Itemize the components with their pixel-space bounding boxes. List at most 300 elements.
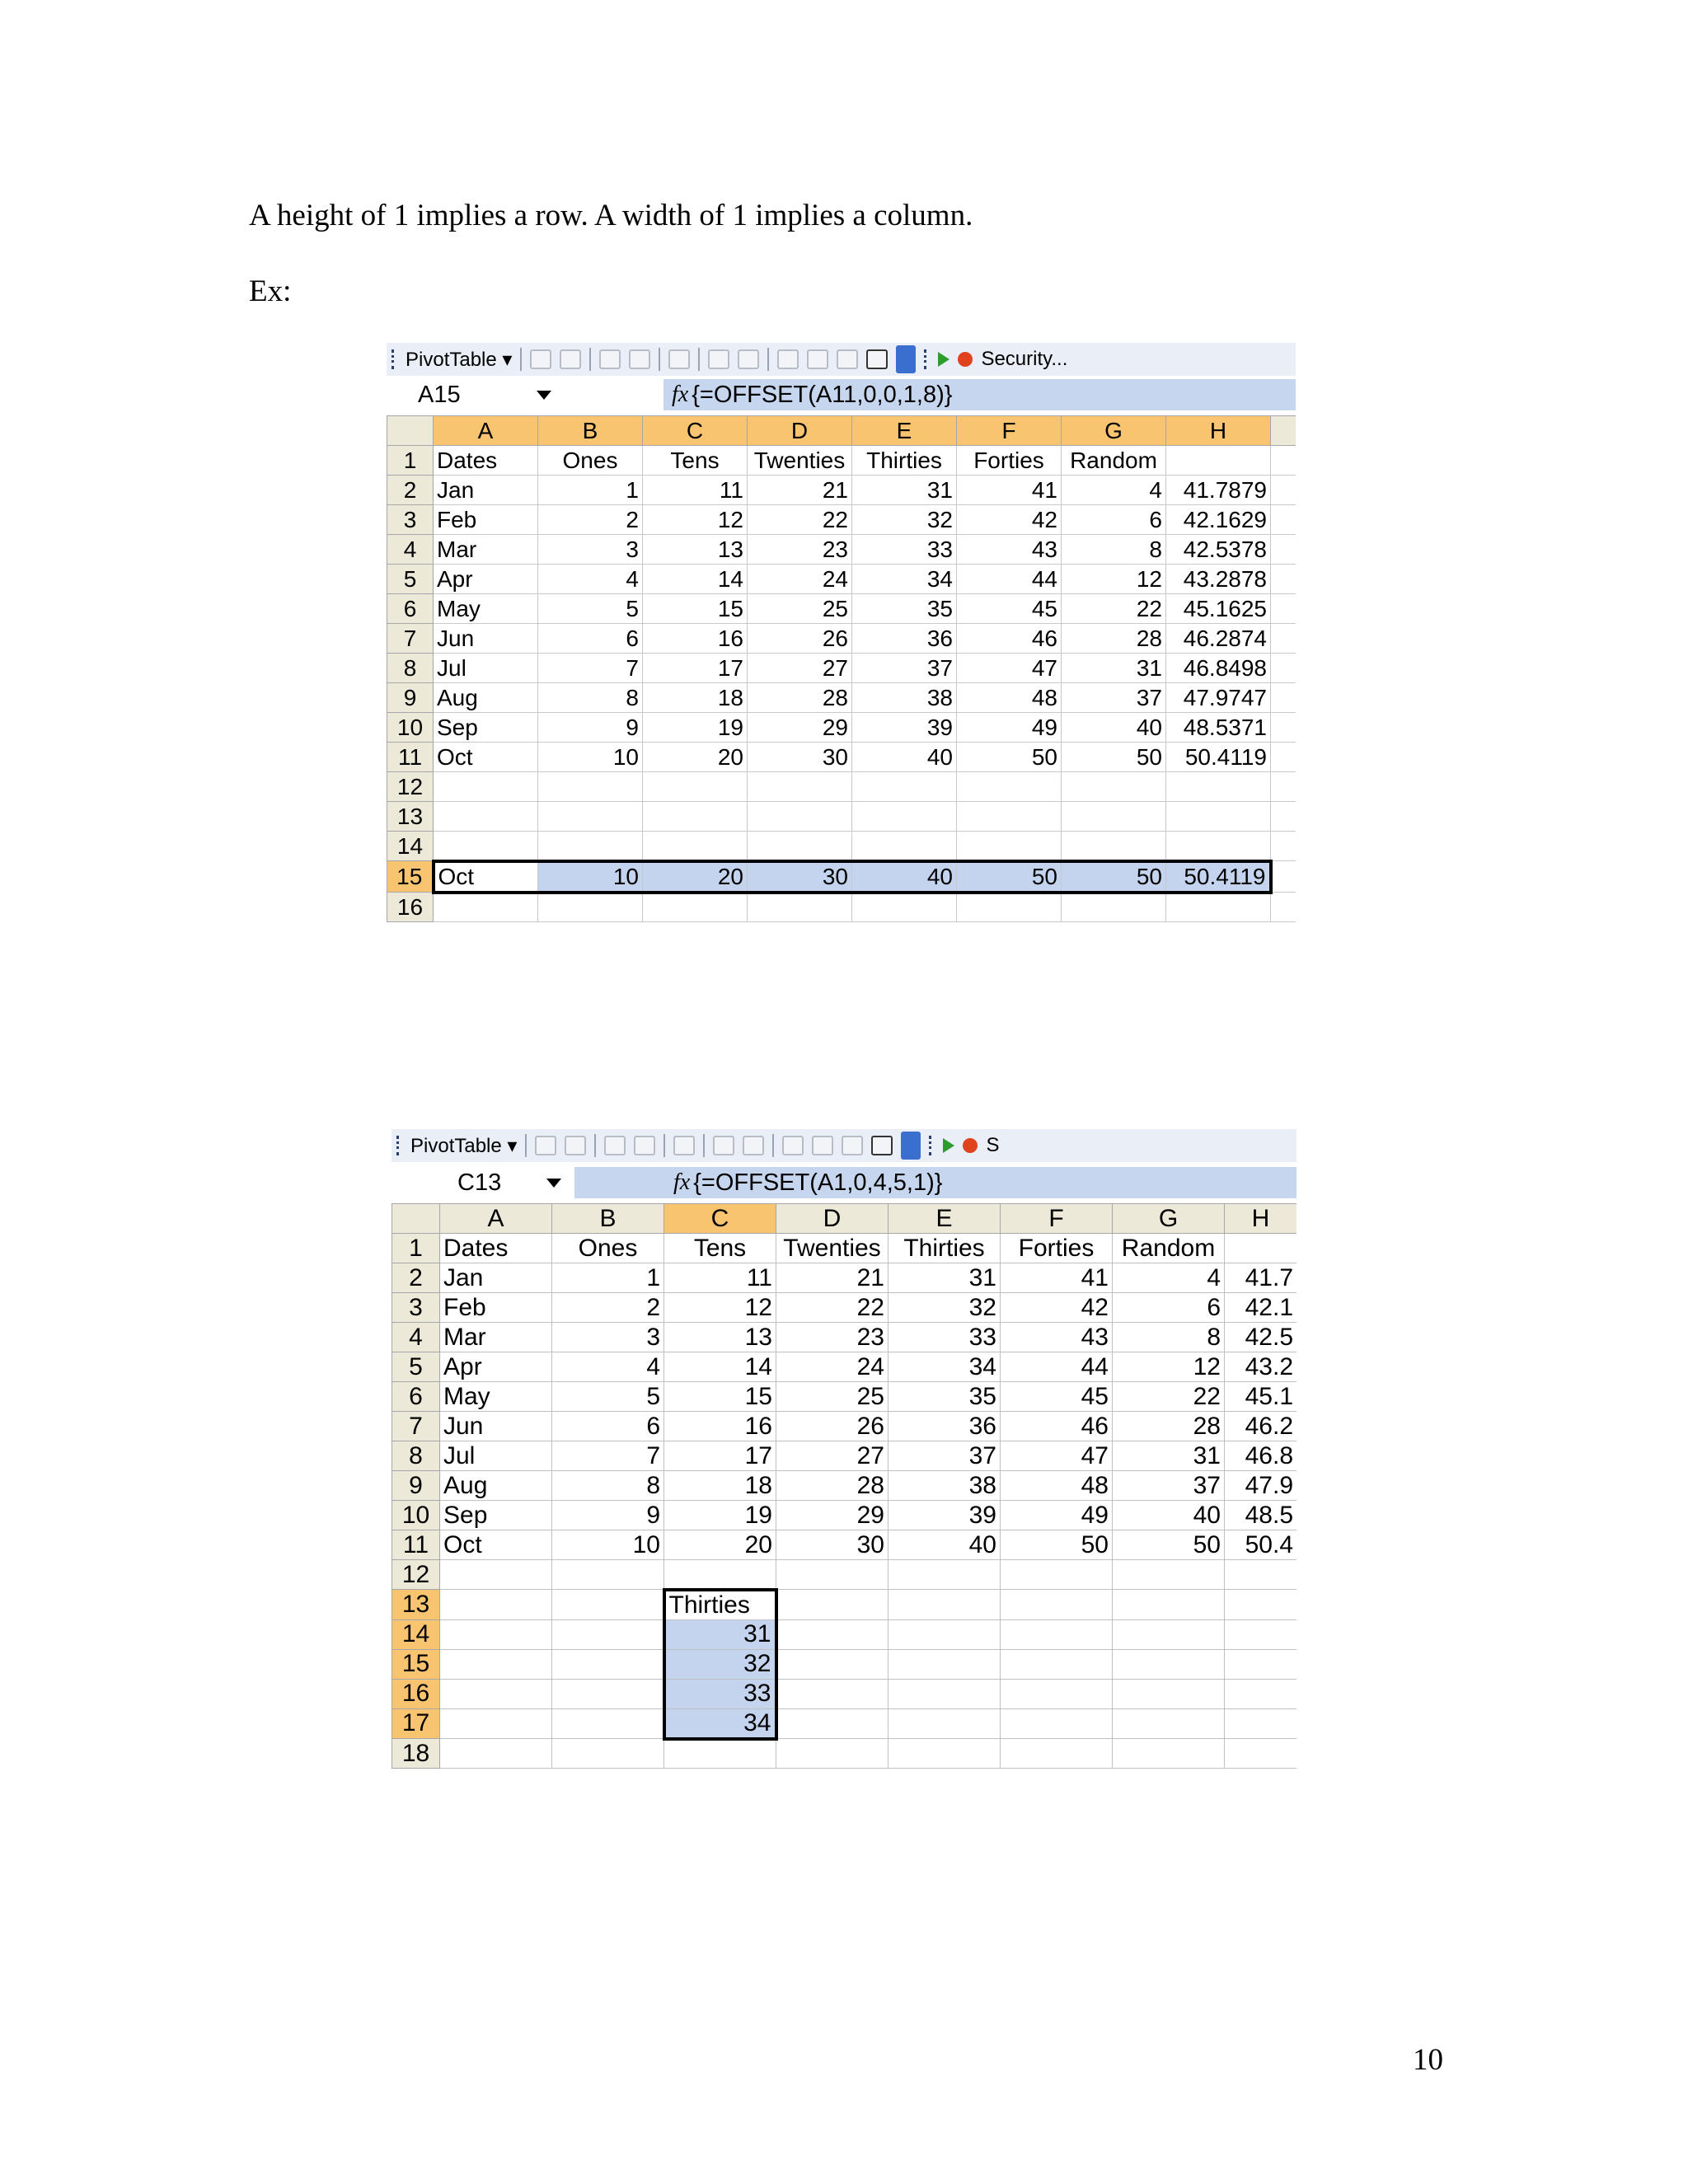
- column-header-d[interactable]: D: [748, 416, 852, 446]
- toolbar-options-icon[interactable]: [901, 1132, 921, 1160]
- cell-h5[interactable]: 43.2878: [1166, 565, 1271, 594]
- cell-h13[interactable]: [1166, 802, 1271, 832]
- cell-a17[interactable]: [440, 1708, 552, 1739]
- cell-c12[interactable]: [643, 772, 748, 802]
- cell-h6[interactable]: 45.1625: [1166, 594, 1271, 624]
- cell-f10[interactable]: 49: [957, 713, 1062, 743]
- cell-e15[interactable]: 40: [852, 861, 957, 893]
- cell-e13[interactable]: [889, 1590, 1001, 1620]
- format-report-icon[interactable]: [535, 1136, 556, 1155]
- cell-d7[interactable]: 26: [776, 1412, 889, 1441]
- cell-d17[interactable]: [776, 1708, 889, 1739]
- cell-b4[interactable]: 3: [552, 1323, 664, 1352]
- cell-e10[interactable]: 39: [852, 713, 957, 743]
- cell-d4[interactable]: 23: [748, 535, 852, 565]
- toolbar-grip-icon[interactable]: [392, 349, 397, 369]
- cell-f9[interactable]: 48: [957, 683, 1062, 713]
- cell-d1[interactable]: Twenties: [776, 1234, 889, 1263]
- cell-d6[interactable]: 25: [748, 594, 852, 624]
- cell-h9[interactable]: 47.9747: [1166, 683, 1271, 713]
- cell-c17[interactable]: 34: [664, 1708, 776, 1739]
- row-header[interactable]: 6: [392, 1382, 440, 1412]
- cell-a1[interactable]: Dates: [440, 1234, 552, 1263]
- cell-e8[interactable]: 37: [889, 1441, 1001, 1471]
- hide-detail-icon[interactable]: [604, 1136, 626, 1155]
- cell-b3[interactable]: 2: [552, 1293, 664, 1323]
- cell-g3[interactable]: 6: [1113, 1293, 1225, 1323]
- cell-f18[interactable]: [1001, 1739, 1113, 1769]
- cell-h4[interactable]: 42.5378: [1166, 535, 1271, 565]
- cell-g9[interactable]: 37: [1113, 1471, 1225, 1501]
- cell-a12[interactable]: [440, 1560, 552, 1590]
- refresh-icon[interactable]: [668, 349, 690, 369]
- row-header[interactable]: 2: [387, 476, 434, 505]
- row-header[interactable]: 16: [387, 893, 434, 922]
- select-all-corner[interactable]: [387, 416, 434, 446]
- column-header-g[interactable]: G: [1113, 1204, 1225, 1234]
- cell-b5[interactable]: 4: [552, 1352, 664, 1382]
- show-detail-icon[interactable]: [629, 349, 650, 369]
- cell-g7[interactable]: 28: [1062, 624, 1166, 654]
- cell-e9[interactable]: 38: [852, 683, 957, 713]
- cell-h15[interactable]: [1225, 1649, 1297, 1679]
- column-header-h[interactable]: H: [1166, 416, 1271, 446]
- cell-b5[interactable]: 4: [538, 565, 643, 594]
- cell-c10[interactable]: 19: [664, 1501, 776, 1530]
- cell-d11[interactable]: 30: [748, 743, 852, 772]
- cell-b12[interactable]: [552, 1560, 664, 1590]
- cell-h4[interactable]: 42.5: [1225, 1323, 1297, 1352]
- cell-b2[interactable]: 1: [538, 476, 643, 505]
- cell-c11[interactable]: 20: [664, 1530, 776, 1560]
- cell-e7[interactable]: 36: [852, 624, 957, 654]
- cell-e2[interactable]: 31: [852, 476, 957, 505]
- cell-f2[interactable]: 41: [957, 476, 1062, 505]
- cell-a16[interactable]: [434, 893, 538, 922]
- cell-h10[interactable]: 48.5: [1225, 1501, 1297, 1530]
- cell-f13[interactable]: [1001, 1590, 1113, 1620]
- cell-h8[interactable]: 46.8: [1225, 1441, 1297, 1471]
- row-header[interactable]: 11: [392, 1530, 440, 1560]
- formula-input[interactable]: [574, 1167, 1296, 1198]
- format-report-icon[interactable]: [530, 349, 551, 369]
- cell-b11[interactable]: 10: [552, 1530, 664, 1560]
- cell-g12[interactable]: [1062, 772, 1166, 802]
- camera-tool-icon[interactable]: [866, 349, 888, 369]
- cell-c14[interactable]: 31: [664, 1619, 776, 1649]
- cell-g4[interactable]: 8: [1113, 1323, 1225, 1352]
- cell-f7[interactable]: 46: [1001, 1412, 1113, 1441]
- cell-d1[interactable]: Twenties: [748, 446, 852, 476]
- row-header[interactable]: 12: [392, 1560, 440, 1590]
- cell-d14[interactable]: [748, 832, 852, 861]
- toolbar-grip-icon[interactable]: [929, 1136, 935, 1155]
- cell-f13[interactable]: [957, 802, 1062, 832]
- cell-d5[interactable]: 24: [748, 565, 852, 594]
- cell-g9[interactable]: 37: [1062, 683, 1166, 713]
- column-header-e[interactable]: E: [889, 1204, 1001, 1234]
- row-header[interactable]: 1: [392, 1234, 440, 1263]
- cell-d8[interactable]: 27: [748, 654, 852, 683]
- cell-a8[interactable]: Jul: [440, 1441, 552, 1471]
- cell-a4[interactable]: Mar: [434, 535, 538, 565]
- row-header[interactable]: 5: [387, 565, 434, 594]
- cell-c1[interactable]: Tens: [664, 1234, 776, 1263]
- cell-a16[interactable]: [440, 1679, 552, 1708]
- cell-b14[interactable]: [538, 832, 643, 861]
- row-header[interactable]: 13: [392, 1590, 440, 1620]
- cell-e7[interactable]: 36: [889, 1412, 1001, 1441]
- cell-a15[interactable]: Oct: [434, 861, 538, 893]
- cell-a5[interactable]: Apr: [434, 565, 538, 594]
- select-all-corner[interactable]: [392, 1204, 440, 1234]
- field-settings-icon[interactable]: [708, 349, 729, 369]
- cell-h12[interactable]: [1225, 1560, 1297, 1590]
- cell-b9[interactable]: 8: [538, 683, 643, 713]
- row-header[interactable]: 18: [392, 1739, 440, 1769]
- cell-c15[interactable]: 20: [643, 861, 748, 893]
- cell-h7[interactable]: 46.2874: [1166, 624, 1271, 654]
- cell-e6[interactable]: 35: [852, 594, 957, 624]
- cell-e11[interactable]: 40: [889, 1530, 1001, 1560]
- cell-f3[interactable]: 42: [1001, 1293, 1113, 1323]
- pivot-table-menu[interactable]: PivotTable ▾: [406, 348, 513, 371]
- cell-c3[interactable]: 12: [643, 505, 748, 535]
- cell-h17[interactable]: [1225, 1708, 1297, 1739]
- cell-b7[interactable]: 6: [538, 624, 643, 654]
- cell-b14[interactable]: [552, 1619, 664, 1649]
- row-header[interactable]: 8: [387, 654, 434, 683]
- cell-a14[interactable]: [440, 1619, 552, 1649]
- cell-g14[interactable]: [1062, 832, 1166, 861]
- row-header[interactable]: 16: [392, 1679, 440, 1708]
- row-header[interactable]: 12: [387, 772, 434, 802]
- cell-c6[interactable]: 15: [643, 594, 748, 624]
- cell-b7[interactable]: 6: [552, 1412, 664, 1441]
- row-header[interactable]: 3: [387, 505, 434, 535]
- cell-b1[interactable]: Ones: [538, 446, 643, 476]
- pivot-table-menu[interactable]: PivotTable ▾: [410, 1134, 518, 1157]
- cell-d15[interactable]: [776, 1649, 889, 1679]
- record-macro-icon[interactable]: [958, 352, 973, 367]
- cell-a6[interactable]: May: [434, 594, 538, 624]
- cell-c4[interactable]: 13: [664, 1323, 776, 1352]
- cell-f9[interactable]: 48: [1001, 1471, 1113, 1501]
- row-header[interactable]: 2: [392, 1263, 440, 1293]
- cell-g13[interactable]: [1062, 802, 1166, 832]
- cell-g2[interactable]: 4: [1062, 476, 1166, 505]
- column-header-a[interactable]: A: [440, 1204, 552, 1234]
- cell-d9[interactable]: 28: [776, 1471, 889, 1501]
- cell-h11[interactable]: 50.4: [1225, 1530, 1297, 1560]
- cell-a18[interactable]: [440, 1739, 552, 1769]
- row-header[interactable]: 11: [387, 743, 434, 772]
- cell-b8[interactable]: 7: [538, 654, 643, 683]
- cell-e15[interactable]: [889, 1649, 1001, 1679]
- cell-d3[interactable]: 22: [748, 505, 852, 535]
- cell-h16[interactable]: [1225, 1679, 1297, 1708]
- cell-a9[interactable]: Aug: [440, 1471, 552, 1501]
- table-options-icon[interactable]: [738, 349, 759, 369]
- cell-b6[interactable]: 5: [552, 1382, 664, 1412]
- cell-e17[interactable]: [889, 1708, 1001, 1739]
- cell-b4[interactable]: 3: [538, 535, 643, 565]
- cell-f1[interactable]: Forties: [957, 446, 1062, 476]
- cell-g17[interactable]: [1113, 1708, 1225, 1739]
- cell-d12[interactable]: [748, 772, 852, 802]
- row-header[interactable]: 9: [392, 1471, 440, 1501]
- filter-icon[interactable]: [837, 349, 858, 369]
- cell-h14[interactable]: [1225, 1619, 1297, 1649]
- cell-f16[interactable]: [957, 893, 1062, 922]
- row-header[interactable]: 4: [387, 535, 434, 565]
- cell-h11[interactable]: 50.4119: [1166, 743, 1271, 772]
- column-header-e[interactable]: E: [852, 416, 957, 446]
- cell-f3[interactable]: 42: [957, 505, 1062, 535]
- cell-c13[interactable]: Thirties: [664, 1590, 776, 1620]
- cell-f5[interactable]: 44: [1001, 1352, 1113, 1382]
- cell-b15[interactable]: [552, 1649, 664, 1679]
- refresh-icon[interactable]: [673, 1136, 695, 1155]
- name-box[interactable]: [392, 1167, 570, 1198]
- cell-e12[interactable]: [889, 1560, 1001, 1590]
- cell-e1[interactable]: Thirties: [852, 446, 957, 476]
- cell-a11[interactable]: Oct: [434, 743, 538, 772]
- cell-a1[interactable]: Dates: [434, 446, 538, 476]
- cell-a2[interactable]: Jan: [434, 476, 538, 505]
- toolbar-grip-icon[interactable]: [396, 1136, 402, 1155]
- cell-h3[interactable]: 42.1: [1225, 1293, 1297, 1323]
- name-box[interactable]: [387, 379, 560, 410]
- cell-d16[interactable]: [776, 1679, 889, 1708]
- cell-c9[interactable]: 18: [643, 683, 748, 713]
- cell-h13[interactable]: [1225, 1590, 1297, 1620]
- cell-h1[interactable]: [1225, 1234, 1297, 1263]
- cell-b11[interactable]: 10: [538, 743, 643, 772]
- cell-c2[interactable]: 11: [643, 476, 748, 505]
- security-button[interactable]: Security...: [981, 348, 1068, 370]
- column-header-g[interactable]: G: [1062, 416, 1166, 446]
- cell-b17[interactable]: [552, 1708, 664, 1739]
- cell-e18[interactable]: [889, 1739, 1001, 1769]
- cell-c18[interactable]: [664, 1739, 776, 1769]
- cell-e5[interactable]: 34: [889, 1352, 1001, 1382]
- cell-e14[interactable]: [852, 832, 957, 861]
- cell-b6[interactable]: 5: [538, 594, 643, 624]
- cell-d10[interactable]: 29: [776, 1501, 889, 1530]
- row-header[interactable]: 17: [392, 1708, 440, 1739]
- cell-f12[interactable]: [957, 772, 1062, 802]
- cell-a13[interactable]: [434, 802, 538, 832]
- cell-d12[interactable]: [776, 1560, 889, 1590]
- row-header[interactable]: 5: [392, 1352, 440, 1382]
- cell-d14[interactable]: [776, 1619, 889, 1649]
- cell-c13[interactable]: [643, 802, 748, 832]
- row-header[interactable]: 10: [387, 713, 434, 743]
- cell-e12[interactable]: [852, 772, 957, 802]
- fx-icon[interactable]: fx: [673, 1169, 691, 1195]
- column-header-c[interactable]: C: [664, 1204, 776, 1234]
- cell-c1[interactable]: Tens: [643, 446, 748, 476]
- row-header[interactable]: 9: [387, 683, 434, 713]
- chart-wizard-icon[interactable]: [560, 349, 581, 369]
- cell-e4[interactable]: 33: [889, 1323, 1001, 1352]
- run-macro-icon[interactable]: [938, 352, 950, 367]
- cell-b3[interactable]: 2: [538, 505, 643, 535]
- row-header[interactable]: 7: [387, 624, 434, 654]
- cell-h8[interactable]: 46.8498: [1166, 654, 1271, 683]
- cell-f4[interactable]: 43: [1001, 1323, 1113, 1352]
- cell-h16[interactable]: [1166, 893, 1271, 922]
- cell-f12[interactable]: [1001, 1560, 1113, 1590]
- cell-c9[interactable]: 18: [664, 1471, 776, 1501]
- cell-g1[interactable]: Random: [1113, 1234, 1225, 1263]
- cell-f11[interactable]: 50: [1001, 1530, 1113, 1560]
- cell-f5[interactable]: 44: [957, 565, 1062, 594]
- cell-h12[interactable]: [1166, 772, 1271, 802]
- row-header[interactable]: 13: [387, 802, 434, 832]
- cell-g15[interactable]: 50: [1062, 861, 1166, 893]
- row-header[interactable]: 15: [392, 1649, 440, 1679]
- cell-d9[interactable]: 28: [748, 683, 852, 713]
- cell-g18[interactable]: [1113, 1739, 1225, 1769]
- column-header-f[interactable]: F: [957, 416, 1062, 446]
- cell-e14[interactable]: [889, 1619, 1001, 1649]
- column-header-b[interactable]: B: [552, 1204, 664, 1234]
- cell-f11[interactable]: 50: [957, 743, 1062, 772]
- cell-f16[interactable]: [1001, 1679, 1113, 1708]
- cell-g16[interactable]: [1113, 1679, 1225, 1708]
- cell-d10[interactable]: 29: [748, 713, 852, 743]
- cell-g10[interactable]: 40: [1062, 713, 1166, 743]
- cell-c16[interactable]: [643, 893, 748, 922]
- row-header[interactable]: 10: [392, 1501, 440, 1530]
- camera-icon[interactable]: [777, 349, 799, 369]
- cell-c5[interactable]: 14: [664, 1352, 776, 1382]
- cell-g8[interactable]: 31: [1062, 654, 1166, 683]
- column-header-c[interactable]: C: [643, 416, 748, 446]
- cell-d18[interactable]: [776, 1739, 889, 1769]
- chart-wizard-icon[interactable]: [565, 1136, 586, 1155]
- fx-icon[interactable]: fx: [672, 382, 689, 407]
- cell-a5[interactable]: Apr: [440, 1352, 552, 1382]
- cell-a12[interactable]: [434, 772, 538, 802]
- camera-icon[interactable]: [782, 1136, 804, 1155]
- cell-f8[interactable]: 47: [1001, 1441, 1113, 1471]
- cell-g11[interactable]: 50: [1062, 743, 1166, 772]
- cell-b10[interactable]: 9: [552, 1501, 664, 1530]
- cell-g1[interactable]: Random: [1062, 446, 1166, 476]
- cell-h3[interactable]: 42.1629: [1166, 505, 1271, 535]
- cell-c7[interactable]: 16: [643, 624, 748, 654]
- cell-f7[interactable]: 46: [957, 624, 1062, 654]
- cell-b16[interactable]: [552, 1679, 664, 1708]
- filter-icon[interactable]: [842, 1136, 863, 1155]
- cell-g15[interactable]: [1113, 1649, 1225, 1679]
- toolbar-options-icon[interactable]: [896, 345, 916, 373]
- cell-d6[interactable]: 25: [776, 1382, 889, 1412]
- cell-b9[interactable]: 8: [552, 1471, 664, 1501]
- cell-e8[interactable]: 37: [852, 654, 957, 683]
- cell-e5[interactable]: 34: [852, 565, 957, 594]
- cell-h9[interactable]: 47.9: [1225, 1471, 1297, 1501]
- cell-e13[interactable]: [852, 802, 957, 832]
- cell-g4[interactable]: 8: [1062, 535, 1166, 565]
- column-header-f[interactable]: F: [1001, 1204, 1113, 1234]
- cell-a7[interactable]: Jun: [440, 1412, 552, 1441]
- row-header[interactable]: 6: [387, 594, 434, 624]
- cell-c14[interactable]: [643, 832, 748, 861]
- cell-d13[interactable]: [776, 1590, 889, 1620]
- cell-e3[interactable]: 32: [889, 1293, 1001, 1323]
- cell-g5[interactable]: 12: [1113, 1352, 1225, 1382]
- cell-a6[interactable]: May: [440, 1382, 552, 1412]
- cell-f15[interactable]: [1001, 1649, 1113, 1679]
- cell-c10[interactable]: 19: [643, 713, 748, 743]
- cell-d3[interactable]: 22: [776, 1293, 889, 1323]
- cell-c2[interactable]: 11: [664, 1263, 776, 1293]
- cell-f2[interactable]: 41: [1001, 1263, 1113, 1293]
- cell-d2[interactable]: 21: [776, 1263, 889, 1293]
- column-header-h[interactable]: H: [1225, 1204, 1297, 1234]
- row-header[interactable]: 7: [392, 1412, 440, 1441]
- cell-e16[interactable]: [852, 893, 957, 922]
- cell-h5[interactable]: 43.2: [1225, 1352, 1297, 1382]
- cell-g5[interactable]: 12: [1062, 565, 1166, 594]
- cell-f14[interactable]: [1001, 1619, 1113, 1649]
- cell-a3[interactable]: Feb: [440, 1293, 552, 1323]
- cell-c6[interactable]: 15: [664, 1382, 776, 1412]
- field-list-icon[interactable]: [807, 349, 828, 369]
- cell-h15[interactable]: 50.4119: [1166, 861, 1271, 893]
- cell-d8[interactable]: 27: [776, 1441, 889, 1471]
- security-button[interactable]: S: [986, 1134, 1000, 1156]
- cell-g13[interactable]: [1113, 1590, 1225, 1620]
- cell-f1[interactable]: Forties: [1001, 1234, 1113, 1263]
- cell-h7[interactable]: 46.2: [1225, 1412, 1297, 1441]
- cell-d13[interactable]: [748, 802, 852, 832]
- cell-c8[interactable]: 17: [643, 654, 748, 683]
- cell-f10[interactable]: 49: [1001, 1501, 1113, 1530]
- cell-g8[interactable]: 31: [1113, 1441, 1225, 1471]
- cell-g6[interactable]: 22: [1062, 594, 1166, 624]
- cell-a14[interactable]: [434, 832, 538, 861]
- row-header[interactable]: 3: [392, 1293, 440, 1323]
- column-header-b[interactable]: B: [538, 416, 643, 446]
- cell-a9[interactable]: Aug: [434, 683, 538, 713]
- cell-e2[interactable]: 31: [889, 1263, 1001, 1293]
- cell-a3[interactable]: Feb: [434, 505, 538, 535]
- record-macro-icon[interactable]: [963, 1138, 978, 1153]
- show-detail-icon[interactable]: [634, 1136, 655, 1155]
- cell-a13[interactable]: [440, 1590, 552, 1620]
- cell-c3[interactable]: 12: [664, 1293, 776, 1323]
- cell-f8[interactable]: 47: [957, 654, 1062, 683]
- cell-c4[interactable]: 13: [643, 535, 748, 565]
- cell-b18[interactable]: [552, 1739, 664, 1769]
- cell-d5[interactable]: 24: [776, 1352, 889, 1382]
- cell-b15[interactable]: 10: [538, 861, 643, 893]
- cell-c5[interactable]: 14: [643, 565, 748, 594]
- cell-b1[interactable]: Ones: [552, 1234, 664, 1263]
- cell-g11[interactable]: 50: [1113, 1530, 1225, 1560]
- cell-g10[interactable]: 40: [1113, 1501, 1225, 1530]
- cell-g12[interactable]: [1113, 1560, 1225, 1590]
- hide-detail-icon[interactable]: [599, 349, 621, 369]
- cell-h2[interactable]: 41.7879: [1166, 476, 1271, 505]
- cell-e4[interactable]: 33: [852, 535, 957, 565]
- cell-e11[interactable]: 40: [852, 743, 957, 772]
